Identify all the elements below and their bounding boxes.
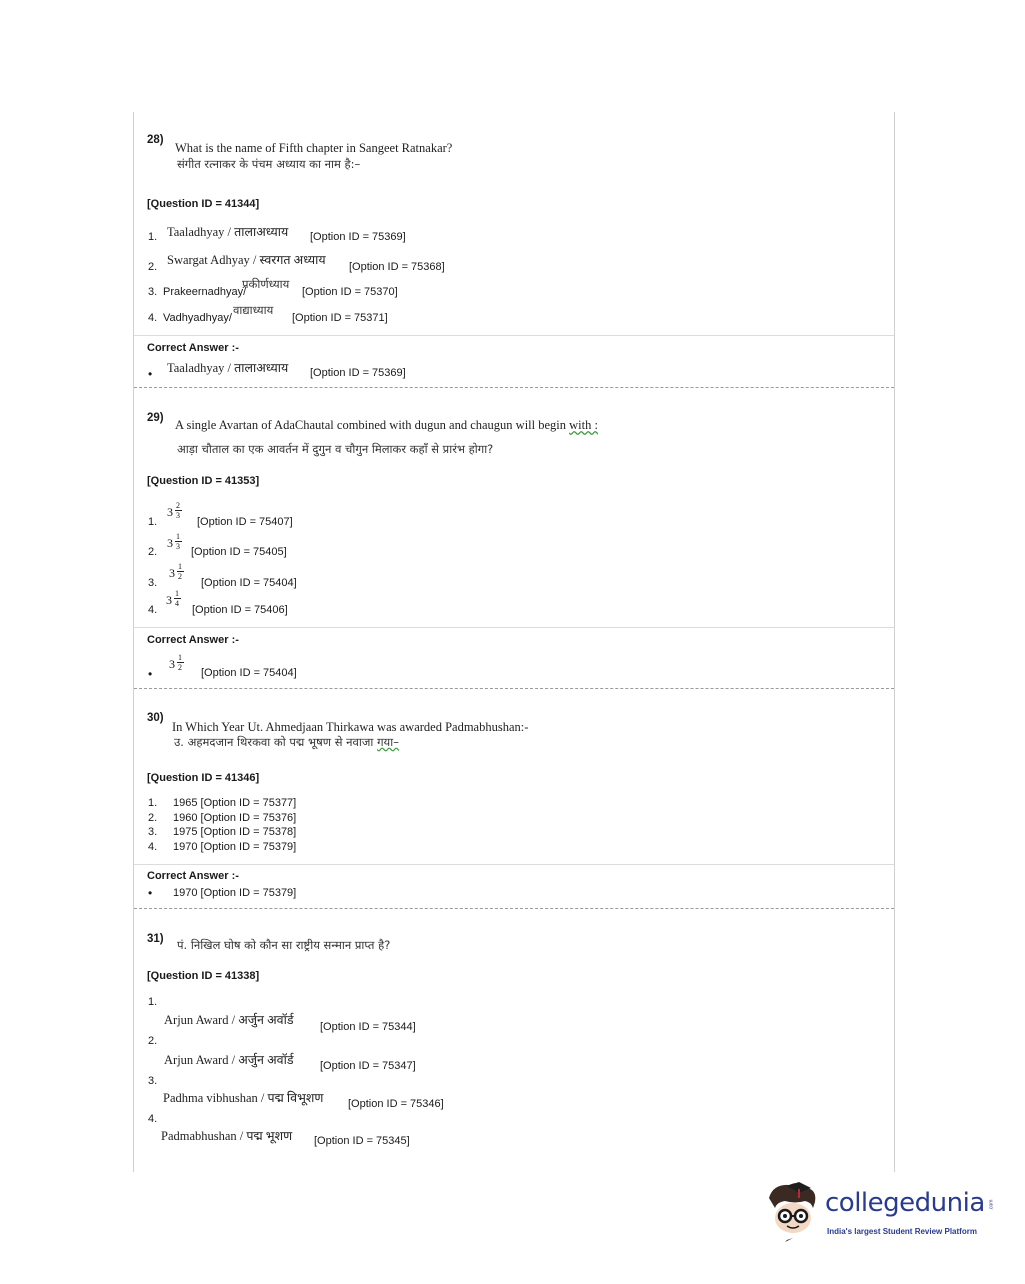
bullet: • [148,886,153,900]
option-number: 2. [148,812,158,824]
question-number: 31) [147,933,164,945]
question-text-english: In Which Year Ut. Ahmedjaan Thirkawa was awarded Padmabhushan:- [172,720,529,734]
option-id: [Option ID = 75407] [197,516,293,528]
question-number: 28) [147,134,164,146]
question-text-english: A single Avartan of AdaChautal combined with dugun and chaugun will begin with : [175,418,598,432]
option-id: [Option ID = 75404] [201,667,297,679]
question-separator [134,688,894,689]
question-separator [134,387,894,388]
option-number: 4. [148,1113,158,1125]
option-number: 3. [148,826,158,838]
brand-name: collegedunia [825,1188,985,1218]
option-id: [Option ID = 75369] [310,367,406,379]
option-id: [Option ID = 75346] [348,1098,444,1110]
brand-domain: .com [988,1199,995,1211]
bullet: • [148,667,153,681]
option-id: [Option ID = 75405] [191,546,287,558]
question-text-hindi: उ. अहमदजान थिरकवा को पद्म भूषण से नवाजा गया– [174,735,399,749]
bullet: • [148,367,153,381]
correct-answer-value: 1970 [Option ID = 75379] [173,887,297,899]
question-text-hindi: आड़ा चौताल का एक आवर्तन में दुगुन व चौगुन मिलाकर कहाँ से प्रारंभ होगा? [177,442,494,456]
option-id: [Option ID = 75404] [201,577,297,589]
option-label: Padmabhushan / पद्म भूशण [161,1129,293,1143]
correct-answer-label: Correct Answer :- [147,634,239,646]
option-id: [Option ID = 75368] [349,261,445,273]
brand-tagline: India's largest Student Review Platform [827,1227,977,1236]
option-id: [Option ID = 75369] [310,231,406,243]
question-id: [Question ID = 41353] [147,475,260,487]
option-number: 1. [148,996,158,1008]
option-number: 4. [148,312,158,324]
option-label-hindi: वाद्याध्याय [233,303,274,317]
option-label: Swargat Adhyay / स्वरगत अध्याय [167,253,326,267]
question-number: 29) [147,412,164,424]
option-id: [Option ID = 75371] [292,312,388,324]
divider [134,864,894,865]
option-number: 1. [148,797,158,809]
mascot-icon [765,1180,825,1246]
option-number: 2. [148,546,158,558]
question-text-hindi: संगीत रत्नाकर के पंचम अध्याय का नाम है:– [177,157,361,171]
option-id: [Option ID = 75347] [320,1060,416,1072]
option-label: Arjun Award / अर्जुन अवॉर्ड [164,1013,294,1027]
divider [134,627,894,628]
option-id: [Option ID = 75345] [314,1135,410,1147]
divider [134,335,894,336]
option-label: 1960 [Option ID = 75376] [173,812,297,824]
question-id: [Question ID = 41338] [147,970,260,982]
option-label: Arjun Award / अर्जुन अवॉर्ड [164,1053,294,1067]
option-label: Prakeernadhyay/ [163,286,247,298]
option-label: 1965 [Option ID = 75377] [173,797,297,809]
option-number: 3. [148,1075,158,1087]
correct-answer-label: Correct Answer :- [147,342,239,354]
option-number: 4. [148,604,158,616]
option-label: 1970 [Option ID = 75379] [173,841,297,853]
question-text-hindi: पं. निखिल घोष को कौन सा राष्ट्रीय सन्मान प्राप्त है? [177,938,391,952]
option-id: [Option ID = 75344] [320,1021,416,1033]
option-number: 3. [148,577,158,589]
question-id: [Question ID = 41344] [147,198,260,210]
option-label: Padhma vibhushan / पद्म विभूशण [163,1091,324,1105]
option-label: Taaladhyay / तालाअध्याय [167,225,289,239]
option-label-hindi: प्रकीर्णध्याय [242,277,290,291]
question-text-english: What is the name of Fifth chapter in Sangeet Ratnakar? [175,141,453,155]
option-id: [Option ID = 75370] [302,286,398,298]
option-number: 2. [148,261,158,273]
option-number: 2. [148,1035,158,1047]
option-number: 1. [148,231,158,243]
option-id: [Option ID = 75406] [192,604,288,616]
correct-answer-label: Correct Answer :- [147,870,239,882]
question-separator [134,908,894,909]
option-number: 1. [148,516,158,528]
question-number: 30) [147,712,164,724]
question-paper-page: 28) What is the name of Fifth chapter in Sangeet Ratnakar? संगीत रत्नाकर के पंचम अध्याय का नाम है:– [Question ID = 41344] 1. Taaladhyay / तालाअध्याय [Option ID = 75369] 2. Swargat Adhyay / स्वरगत अध्याय [Option ID = 75368] 3. Prakeernadhyay/ प्रकीर्णध्याय [Option ID = 75370] 4. Vadhyadhyay/ वाद्याध्याय [Option ID = 75371] Correct Answer :- • Taaladhyay / तालाअध्याय [Option ID = 75369] 29) A single Avartan of AdaChautal combined with dugun and chaugun will begin with : आड़ा चौताल का एक आवर्तन में दुगुन व चौगुन मिलाकर कहाँ से प्रारंभ होगा? [Question ID = 41353] 1. 3 2 3 [Option ID = 75407] 2. 3 1 3 [Option ID = 75405] 3. 3 1 2 [Option ID = 75404] 4. 3 1 4 [Option ID = 75406] Correct Answer :- • 3 1 2 [Option ID = 75404] 30) In Which Year Ut. Ahmedjaan Thirkawa was awarded Padmabhushan:- उ. अहमदजान थिरकवा को पद्म भूषण से नवाजा गया– [Question ID = 41346] 1. 1965 [Option ID = 75377] 2. 1960 [Option ID = 75376] 3. 1975 [Option ID = 75378] 4. 1970 [Option ID = 75379] Correct Answer :- • 1970 [Option ID = 75379] 31) पं. निखिल घोष को कौन सा राष्ट्रीय सन्मान प्राप्त है? [Question ID = 41338] 1. Arjun Award / अर्जुन अवॉर्ड [Option ID = 75344] 2. Arjun Award / अर्जुन अवॉर्ड [Option ID = 75347] 3. Padhma vibhushan / पद्म विभूशण [Option ID = 75346] 4. Padmabhushan / पद्म भूशण [Option ID = 75345] [133,112,895,1172]
option-number: 4. [148,841,158,853]
collegedunia-logo [765,1180,1000,1250]
question-id: [Question ID = 41346] [147,772,260,784]
option-label: 1975 [Option ID = 75378] [173,826,297,838]
option-number: 3. [148,286,158,298]
correct-answer-value: Taaladhyay / तालाअध्याय [167,361,289,375]
option-label: Vadhyadhyay/ [163,312,232,324]
